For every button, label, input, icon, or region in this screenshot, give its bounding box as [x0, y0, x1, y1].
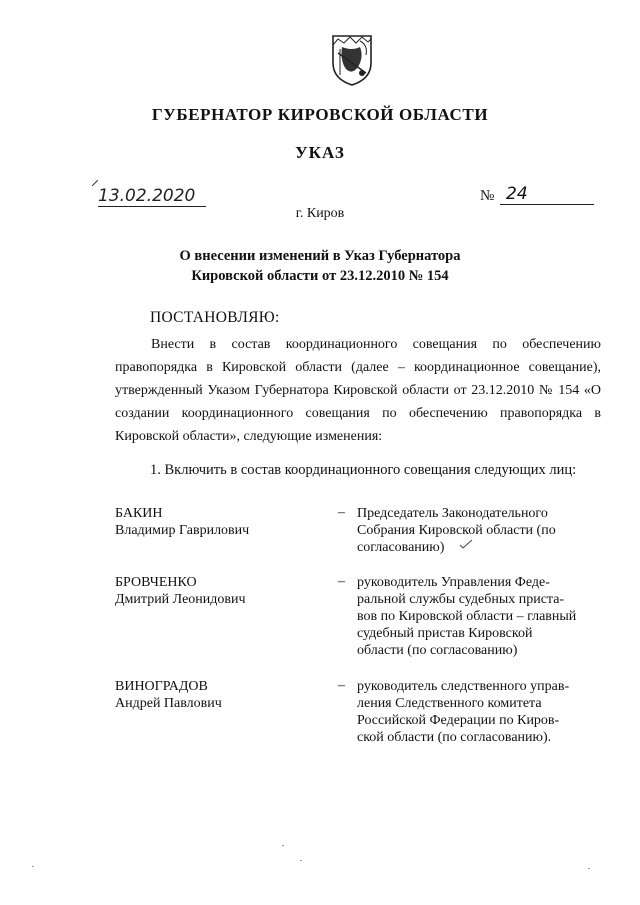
member-name — [115, 678, 222, 712]
kirov-coat-of-arms-icon — [330, 33, 374, 87]
member-given-names: Владимир Гаврилович — [115, 523, 250, 538]
member-name — [115, 505, 249, 539]
scan-speck — [32, 866, 34, 867]
member-dash: – — [338, 678, 345, 693]
issuing-authority: ГУБЕРНАТОР КИРОВСКОЙ ОБЛАСТИ — [151, 105, 489, 124]
subject-line-1: О внесении изменений в Указ Губернатора — [179, 248, 461, 264]
decree-date: 13.02.2020 — [98, 186, 206, 207]
role-line: согласованию) — [357, 540, 445, 555]
role-line: ральной службы судебных приста- — [357, 592, 565, 607]
role-line: области (по согласованию) — [357, 643, 518, 658]
decree-word: ПОСТАНОВЛЯЮ: — [150, 309, 280, 326]
decree-number: 24 — [500, 184, 594, 205]
item-1: 1. Включить в состав координационного совещания следующих лиц: — [150, 462, 577, 478]
role-line: Председатель Законодательного — [357, 506, 548, 521]
member-dash: – — [338, 574, 345, 589]
document-type: УКАЗ — [295, 143, 345, 162]
member-role — [357, 574, 600, 659]
role-line: Российской Федерации по Киров- — [357, 713, 560, 728]
decree-subject — [0, 246, 640, 286]
role-line: ления Следственного комитета — [357, 696, 542, 711]
role-line: ской области (по согласованию). — [357, 730, 552, 745]
member-given-names: Андрей Павлович — [115, 696, 222, 711]
scan-speck — [300, 860, 302, 861]
checkmark-icon — [459, 539, 473, 549]
role-line: руководитель следственного управ- — [357, 679, 570, 694]
scan-speck — [282, 845, 284, 846]
intro-paragraph: Внести в состав координационного совещания по обеспечению правопорядка в Кировской области (далее – координационное совещание), утвержденный Указом Губернатора Кировской области от 23.12.2010 № 154 «О создании координационного совещания по обеспечению правопорядка в Кировской области», следующие изменения: — [115, 337, 601, 444]
member-dash: – — [338, 505, 345, 520]
city: г. Киров — [295, 206, 345, 221]
member-surname: БРОВЧЕНКО — [115, 575, 197, 590]
member-role — [357, 505, 600, 556]
intro-paragraph-block — [115, 333, 601, 448]
subject-line-2: Кировской области от 23.12.2010 № 154 — [191, 268, 449, 284]
member-surname: ВИНОГРАДОВ — [115, 679, 208, 694]
role-line: руководитель Управления Феде- — [357, 575, 550, 590]
role-line: Собрания Кировской области (по — [357, 523, 556, 538]
member-surname: БАКИН — [115, 506, 163, 521]
member-name — [115, 574, 246, 608]
member-given-names: Дмитрий Леонидович — [115, 592, 246, 607]
role-line: судебный пристав Кировской — [357, 626, 533, 641]
number-label: № — [480, 188, 495, 204]
scan-speck — [588, 868, 590, 869]
role-line: вов по Кировской области – главный — [357, 609, 577, 624]
member-role — [357, 678, 600, 746]
